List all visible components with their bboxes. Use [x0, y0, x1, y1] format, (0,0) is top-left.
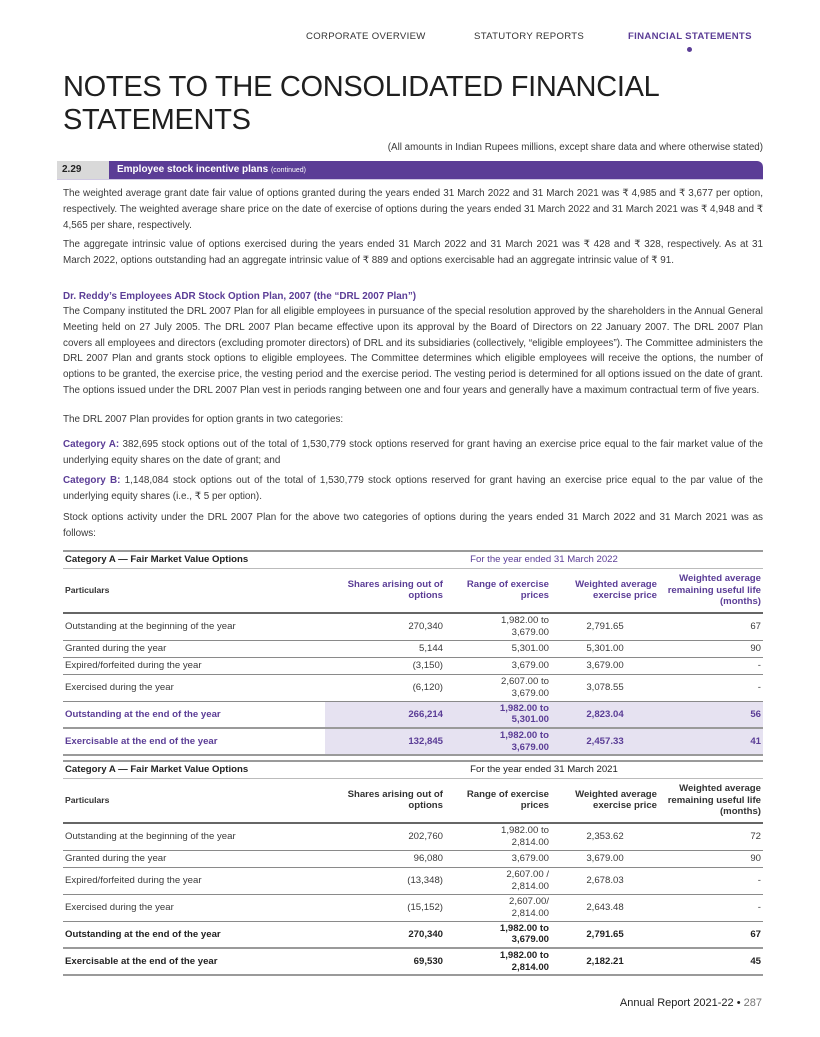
cell-life: 67 — [659, 613, 763, 640]
paragraph-categories-intro: The DRL 2007 Plan provides for option grants in two categories: — [63, 414, 344, 425]
col-remaining-life: Weighted average remaining useful life (months) — [667, 573, 761, 607]
paragraph-intrinsic-value: The aggregate intrinsic value of options exercised during the years ended 31 March 2022 and 31 March 2021 was ₹ 428 and ₹ 328, respectively. As at 31 March 2022, options outstanding had an aggregate intrinsic value of ₹ 889 and options exercisable had an aggregate intrinsic value of ₹ 91. — [63, 239, 763, 266]
cell-shares: 202,760 — [325, 823, 445, 850]
active-dot-icon — [687, 47, 692, 52]
cell-shares: (13,348) — [325, 867, 445, 894]
paragraph-grant-fair-value: The weighted average grant date fair value of options granted during the years ended 31 March 2022 and 31 March 2021 was ₹ 4,985 and ₹ 3,677 per option, respectively. The weighted average share price on the date of exercise of options during the years ended 31 March 2022 and 31 March 2021 was ₹ 4,948 and ₹ 4,565 per share, respectively. — [63, 188, 763, 231]
category-b-label: Category B: — [63, 475, 121, 486]
cell-range: 1,982.00 to 3,679.00 — [445, 921, 551, 948]
cell-shares: 96,080 — [325, 850, 445, 867]
cell-wavg: 3,679.00 — [551, 657, 659, 674]
section-title — [109, 161, 763, 179]
table-row-total — [63, 921, 763, 948]
row-label: Granted during the year — [63, 850, 325, 867]
nav-corporate-overview[interactable]: CORPORATE OVERVIEW — [306, 31, 426, 42]
cell-wavg: 3,679.00 — [551, 850, 659, 867]
footer-bullet-icon: • — [736, 997, 741, 1009]
cell-range: 3,679.00 — [445, 850, 551, 867]
row-label: Expired/forfeited during the year — [63, 867, 325, 894]
cell-life: - — [659, 657, 763, 674]
row-label: Outstanding at the end of the year — [63, 701, 325, 728]
cell-shares: 270,340 — [325, 613, 445, 640]
cell-life: 41 — [659, 728, 763, 755]
table-category: Category A — Fair Market Value Options — [63, 761, 325, 778]
cell-range: 5,301.00 — [445, 640, 551, 657]
cell-life: 67 — [659, 921, 763, 948]
cell-life: - — [659, 867, 763, 894]
table-category: Category A — Fair Market Value Options — [63, 551, 325, 568]
nav-statutory-reports[interactable]: STATUTORY REPORTS — [474, 31, 585, 42]
cell-wavg: 2,791.65 — [551, 613, 659, 640]
table-row — [63, 867, 763, 894]
cell-wavg: 2,353.62 — [551, 823, 659, 850]
cell-shares: 266,214 — [325, 701, 445, 728]
col-shares: Shares arising out of options — [347, 788, 443, 812]
cell-range: 3,679.00 — [445, 657, 551, 674]
cell-life: 90 — [659, 640, 763, 657]
table-row — [63, 613, 763, 640]
table-row-total — [63, 728, 763, 755]
row-label: Outstanding at the end of the year — [63, 921, 325, 948]
cell-wavg: 2,182.21 — [551, 948, 659, 975]
table-row-total — [63, 701, 763, 728]
row-label: Outstanding at the beginning of the year — [63, 823, 325, 850]
section-number: 2.29 — [57, 161, 109, 179]
section-header — [57, 161, 763, 179]
col-particulars: Particulars — [65, 794, 110, 805]
cell-wavg: 5,301.00 — [551, 640, 659, 657]
category-a-text: 382,695 stock options out of the total of 1,530,779 stock options reserved for grant having an exercise price equal to the fair market value of the underlying equity shares on the date of grant; and — [63, 439, 763, 466]
table-row — [63, 674, 763, 701]
cell-shares: 5,144 — [325, 640, 445, 657]
row-label: Exercisable at the end of the year — [63, 948, 325, 975]
nav-financial-statements[interactable]: FINANCIAL STATEMENTS — [628, 31, 752, 42]
cell-shares: 270,340 — [325, 921, 445, 948]
col-particulars: Particulars — [65, 584, 110, 595]
page-title: NOTES TO THE CONSOLIDATED FINANCIAL STATEMENTS — [63, 71, 659, 136]
cell-range: 1,982.00 to 2,814.00 — [445, 948, 551, 975]
section-title-text: Employee stock incentive plans — [117, 164, 269, 175]
row-label: Exercised during the year — [63, 674, 325, 701]
section-continued: (continued) — [270, 167, 306, 174]
col-range: Range of exercise prices — [466, 578, 549, 602]
cell-life: 90 — [659, 850, 763, 867]
cell-range: 1,982.00 to 3,679.00 — [445, 728, 551, 755]
col-remaining-life: Weighted average remaining useful life (months) — [667, 783, 761, 817]
footer-report-name: Annual Report 2021-22 — [619, 997, 734, 1009]
cell-life: - — [659, 894, 763, 921]
cell-life: 72 — [659, 823, 763, 850]
section-rule — [57, 179, 763, 180]
cell-shares: (3,150) — [325, 657, 445, 674]
col-wavg-price: Weighted average exercise price — [575, 578, 657, 602]
cell-wavg: 2,678.03 — [551, 867, 659, 894]
paragraph-category-a — [63, 437, 763, 469]
row-label: Exercisable at the end of the year — [63, 728, 325, 755]
row-label: Exercised during the year — [63, 894, 325, 921]
paragraph-activity-intro: Stock options activity under the DRL 2007 Plan for the above two categories of options during the years ended 31 March 2022 and 31 March 2021 was as follows: — [63, 512, 763, 539]
paragraph-plan-description: The Company instituted the DRL 2007 Plan for all eligible employees in pursuance of the special resolution approved by the shareholders in the Annual General Meeting held on 27 July 2005. The DRL 2007 Plan became effective upon its approval by the Board of Directors on 22 January 2007. The DRL 2007 Plan covers all employees and directors (excluding promoter directors) of DRL and its subsidiaries (collectively, “eligible employees”). The Committee administers the DRL 2007 Plan and grants stock options to eligible employees. The Committee determines which eligible employees will receive the options, the number of options to be granted, the exercise price, the vesting period and the exercise period. The vesting period is determined for all options issued on the date of grant. The options issued under the DRL 2007 Plan vest in periods ranging between one and four years and generally have a maximum contractual term of five years. — [63, 306, 763, 396]
table-period: For the year ended 31 March 2021 — [325, 761, 763, 778]
cell-wavg: 2,791.65 — [551, 921, 659, 948]
table-row — [63, 850, 763, 867]
cell-shares: 132,845 — [325, 728, 445, 755]
cell-wavg: 2,457.33 — [551, 728, 659, 755]
cell-range: 1,982.00 to 5,301.00 — [445, 701, 551, 728]
options-table-2022 — [63, 550, 763, 756]
table-row-total — [63, 948, 763, 975]
row-label: Granted during the year — [63, 640, 325, 657]
cell-shares: (15,152) — [325, 894, 445, 921]
cell-wavg: 3,078.55 — [551, 674, 659, 701]
cell-life: - — [659, 674, 763, 701]
col-shares: Shares arising out of options — [347, 578, 443, 602]
row-label: Outstanding at the beginning of the year — [63, 613, 325, 640]
page-footer — [620, 997, 762, 1009]
paragraph-category-b — [63, 473, 763, 505]
row-label: Expired/forfeited during the year — [63, 657, 325, 674]
table-period: For the year ended 31 March 2022 — [325, 551, 763, 568]
cell-range: 1,982.00 to 2,814.00 — [445, 823, 551, 850]
cell-range: 2,607.00 to 3,679.00 — [445, 674, 551, 701]
plan-subheading: Dr. Reddy’s Employees ADR Stock Option Plan, 2007 (the “DRL 2007 Plan”) — [63, 291, 417, 302]
page-number: 287 — [743, 997, 762, 1009]
cell-shares: (6,120) — [325, 674, 445, 701]
category-b-text: 1,148,084 stock options out of the total of 1,530,779 stock options reserved for grant having an exercise price equal to the par value of the underlying equity shares (i.e., ₹ 5 per option). — [63, 475, 763, 502]
category-a-label: Category A: — [63, 439, 120, 450]
table-row — [63, 657, 763, 674]
cell-life: 56 — [659, 701, 763, 728]
cell-range: 1,982.00 to 3,679.00 — [445, 613, 551, 640]
cell-shares: 69,530 — [325, 948, 445, 975]
col-wavg-price: Weighted average exercise price — [575, 788, 657, 812]
table-row — [63, 640, 763, 657]
table-row — [63, 823, 763, 850]
col-range: Range of exercise prices — [466, 788, 549, 812]
cell-wavg: 2,643.48 — [551, 894, 659, 921]
cell-wavg: 2,823.04 — [551, 701, 659, 728]
options-table-2021 — [63, 760, 763, 976]
table-row — [63, 894, 763, 921]
cell-life: 45 — [659, 948, 763, 975]
cell-range: 2,607.00 / 2,814.00 — [445, 867, 551, 894]
cell-range: 2,607.00/ 2,814.00 — [445, 894, 551, 921]
amounts-note: (All amounts in Indian Rupees millions, except share data and where otherwise stated) — [387, 142, 763, 153]
top-nav — [0, 31, 820, 55]
